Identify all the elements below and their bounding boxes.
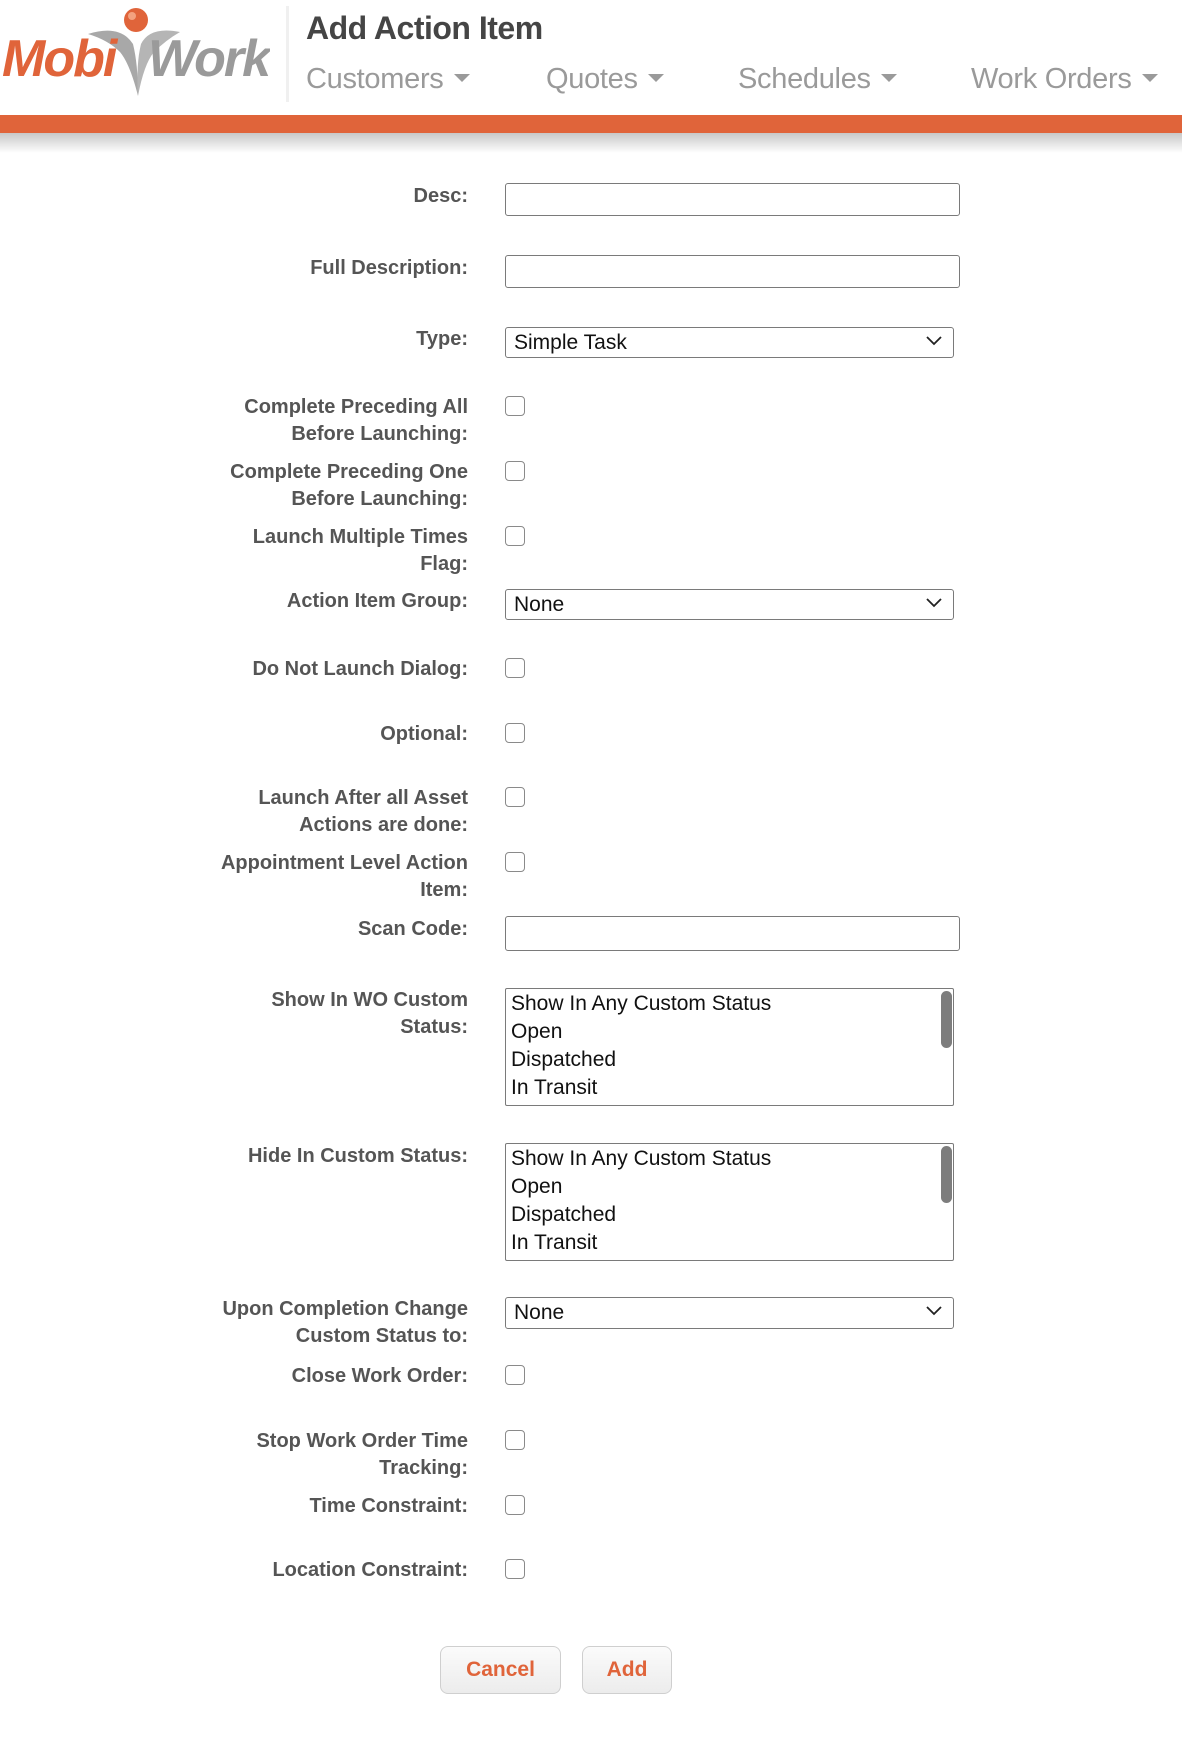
launch-after-asset-checkbox[interactable] bbox=[505, 787, 525, 807]
appointment-level-checkbox[interactable] bbox=[505, 852, 525, 872]
svg-text:Mobi: Mobi bbox=[2, 30, 116, 88]
label-line: Launch Multiple Times bbox=[252, 526, 468, 548]
cancel-button[interactable]: Cancel bbox=[440, 1646, 561, 1694]
label-line: Status: bbox=[400, 1016, 468, 1038]
appointment-level-label bbox=[148, 850, 468, 904]
action-item-group-value: None bbox=[514, 593, 565, 616]
scan-code-input[interactable] bbox=[505, 916, 960, 951]
scrollbar-thumb[interactable] bbox=[941, 1146, 952, 1203]
launch-after-asset-label bbox=[168, 785, 468, 839]
hide-in-status-listbox[interactable] bbox=[505, 1143, 954, 1261]
upon-completion-value: None bbox=[514, 1301, 565, 1324]
listbox-option[interactable]: In Transit bbox=[511, 1076, 598, 1099]
label-line: Upon Completion Change bbox=[222, 1298, 468, 1320]
hide-in-status-label: Hide In Custom Status: bbox=[247, 1145, 468, 1167]
type-select[interactable] bbox=[505, 327, 954, 358]
nav-quotes[interactable] bbox=[546, 63, 664, 96]
stop-time-tracking-label bbox=[168, 1428, 468, 1482]
action-item-group-select[interactable] bbox=[505, 589, 954, 620]
do-not-launch-dialog-label: Do Not Launch Dialog: bbox=[252, 658, 468, 680]
caret-down-icon bbox=[1142, 74, 1158, 82]
label-line: Show In WO Custom bbox=[271, 989, 468, 1011]
label-line: Stop Work Order Time bbox=[256, 1430, 468, 1452]
location-constraint-checkbox[interactable] bbox=[505, 1559, 525, 1579]
close-work-order-checkbox[interactable] bbox=[505, 1365, 525, 1385]
time-constraint-checkbox[interactable] bbox=[505, 1495, 525, 1515]
caret-down-icon bbox=[648, 74, 664, 82]
listbox-option[interactable]: Open bbox=[511, 1020, 563, 1043]
type-select-value: Simple Task bbox=[514, 331, 627, 354]
optional-checkbox[interactable] bbox=[505, 723, 525, 743]
label-line: Appointment Level Action bbox=[220, 852, 468, 874]
label-line: Tracking: bbox=[379, 1457, 468, 1479]
label-line: Before Launching: bbox=[291, 488, 468, 510]
upon-completion-select[interactable] bbox=[505, 1297, 954, 1329]
label-line: Launch After all Asset bbox=[258, 787, 468, 809]
launch-multiple-times-checkbox[interactable] bbox=[505, 526, 525, 546]
nav-schedules[interactable] bbox=[738, 63, 897, 96]
listbox-option[interactable]: Dispatched bbox=[511, 1048, 617, 1071]
do-not-launch-dialog-checkbox[interactable] bbox=[505, 658, 525, 678]
full-description-input[interactable] bbox=[505, 255, 960, 288]
listbox-option[interactable]: Show In Any Custom Status bbox=[511, 1147, 772, 1170]
complete-preceding-all-checkbox[interactable] bbox=[505, 396, 525, 416]
caret-down-icon bbox=[881, 74, 897, 82]
label-line: Flag: bbox=[420, 553, 468, 575]
scan-code-label: Scan Code: bbox=[357, 918, 468, 940]
desc-input[interactable] bbox=[505, 183, 960, 216]
optional-label: Optional: bbox=[380, 723, 468, 745]
launch-multiple-times-label bbox=[168, 524, 468, 578]
chevron-down-icon bbox=[925, 1301, 943, 1319]
listbox-option[interactable]: Open bbox=[511, 1175, 563, 1198]
add-button[interactable]: Add bbox=[582, 1646, 672, 1694]
label-line: Actions are done: bbox=[299, 814, 468, 836]
listbox-option[interactable]: In Transit bbox=[511, 1231, 598, 1254]
nav-quotes-label: Quotes bbox=[546, 63, 638, 95]
upon-completion-label bbox=[168, 1296, 468, 1350]
header-accent-bar bbox=[0, 115, 1182, 133]
mobiwork-logo bbox=[0, 4, 270, 100]
caret-down-icon bbox=[454, 74, 470, 82]
label-line: Before Launching: bbox=[291, 423, 468, 445]
time-constraint-label: Time Constraint: bbox=[309, 1495, 468, 1517]
header-divider bbox=[286, 6, 289, 102]
chevron-down-icon bbox=[925, 331, 943, 349]
nav-work-orders-label: Work Orders bbox=[971, 63, 1132, 95]
listbox-option[interactable]: Dispatched bbox=[511, 1203, 617, 1226]
desc-label: Desc: bbox=[413, 185, 468, 207]
nav-customers-label: Customers bbox=[306, 63, 444, 95]
complete-preceding-all-label bbox=[168, 394, 468, 448]
full-description-label: Full Description: bbox=[310, 257, 468, 279]
label-line: Custom Status to: bbox=[295, 1325, 468, 1347]
action-item-group-label: Action Item Group: bbox=[286, 590, 468, 612]
complete-preceding-one-label bbox=[168, 459, 468, 513]
stop-time-tracking-checkbox[interactable] bbox=[505, 1430, 525, 1450]
header-shadow bbox=[0, 133, 1182, 153]
close-work-order-label: Close Work Order: bbox=[291, 1365, 468, 1387]
label-line: Complete Preceding All bbox=[244, 396, 468, 418]
page-title: Add Action Item bbox=[306, 10, 543, 46]
label-line: Complete Preceding One bbox=[230, 461, 468, 483]
type-label: Type: bbox=[416, 328, 468, 350]
nav-schedules-label: Schedules bbox=[738, 63, 871, 95]
nav-work-orders[interactable] bbox=[971, 63, 1158, 96]
chevron-down-icon bbox=[925, 593, 943, 611]
svg-text:Work: Work bbox=[148, 30, 270, 88]
scrollbar-thumb[interactable] bbox=[941, 991, 952, 1048]
show-in-wo-status-listbox[interactable] bbox=[505, 988, 954, 1106]
location-constraint-label: Location Constraint: bbox=[272, 1559, 468, 1581]
listbox-option[interactable]: Show In Any Custom Status bbox=[511, 992, 772, 1015]
show-in-wo-status-label bbox=[168, 987, 468, 1041]
complete-preceding-one-checkbox[interactable] bbox=[505, 461, 525, 481]
label-line: Item: bbox=[420, 879, 468, 901]
nav-customers[interactable] bbox=[306, 63, 470, 96]
